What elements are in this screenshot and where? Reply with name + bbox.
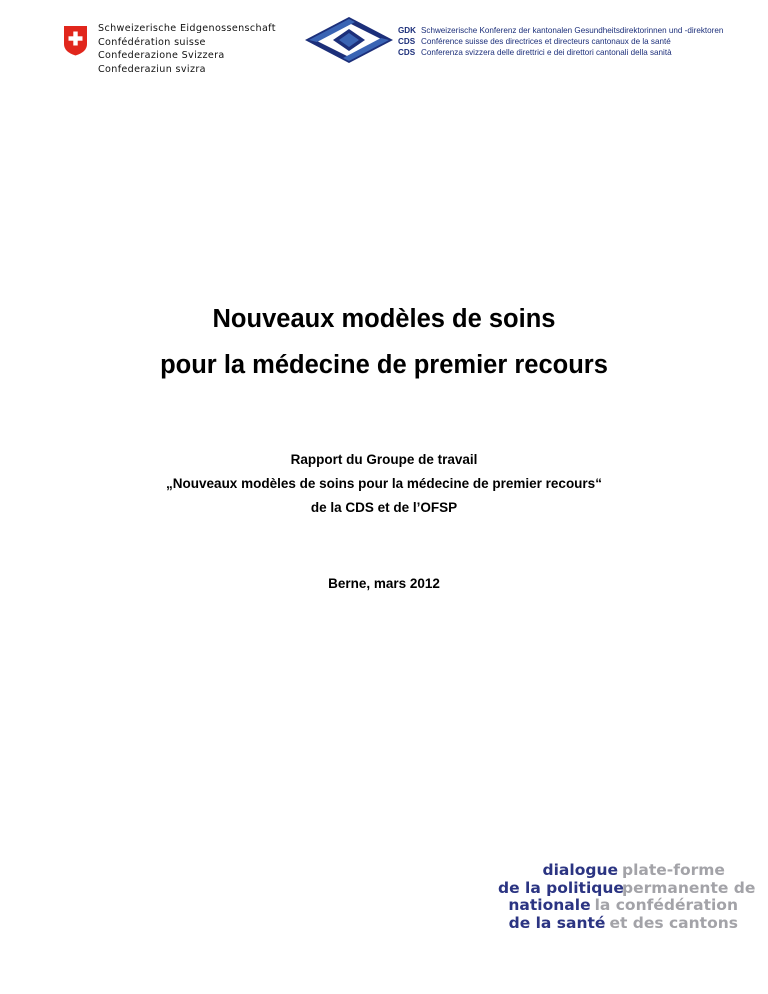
federal-name-rm: Confederaziun svizra [98, 63, 206, 75]
dialogue-row [498, 878, 756, 898]
cds-abbr-it: CDS [398, 48, 416, 58]
dialogue-row [498, 862, 738, 880]
federal-names [98, 22, 276, 76]
dialogue-right-text: plate-forme [622, 861, 725, 879]
document-title [0, 296, 768, 388]
report-subtitle [0, 448, 768, 520]
cds-text-fr: Conférence suisse des directrices et directeurs cantonaux de la santé [421, 37, 671, 47]
report-line-3: de la CDS et de l’OFSP [310, 500, 458, 515]
gdk-line-it [398, 47, 723, 58]
dialogue-left-text: de la politique [498, 878, 624, 897]
title-line-2: pour la médecine de premier recours [160, 351, 608, 379]
gdk-line-de [398, 25, 723, 36]
cds-text-it: Conferenza svizzera delle direttrici e dei direttori cantonali della sanità [421, 48, 672, 58]
report-line-2: „Nouveaux modèles de soins pour la médecine de premier recours“ [166, 476, 602, 491]
place-date: Berne, mars 2012 [328, 576, 440, 591]
diamond-logo-icon [303, 15, 395, 65]
federal-name-de: Schweizerische Eidgenossenschaft [98, 23, 276, 34]
gdk-text: Schweizerische Konferenz der kantonalen Gesundheitsdirektorinnen und -direktoren [421, 26, 724, 35]
dialogue-row [498, 897, 738, 915]
dialogue-row [498, 915, 738, 933]
gdk-abbr: GDK [398, 26, 416, 35]
title-line-1: Nouveaux modèles de soins [212, 305, 556, 333]
gdk-names [398, 25, 723, 59]
federal-name-fr: Confédération suisse [98, 36, 206, 48]
dialogue-left-text: nationale [508, 896, 591, 914]
federal-name-it: Confederazione Svizzera [98, 50, 225, 61]
dialogue-right-text: la confédération [594, 896, 738, 914]
swiss-cross-icon [63, 25, 88, 56]
gdk-line-fr [398, 36, 723, 47]
dialogue-right-text: permanente de [622, 878, 756, 897]
dialogue-left-text: dialogue [542, 861, 618, 879]
dialogue-logo [498, 861, 756, 932]
report-line-1: Rapport du Groupe de travail [290, 452, 478, 467]
dialogue-right-text: et des cantons [609, 913, 738, 932]
cds-abbr: CDS [398, 37, 416, 47]
swiss-federal-logo [63, 22, 303, 78]
dialogue-left-text: de la santé [508, 913, 606, 932]
